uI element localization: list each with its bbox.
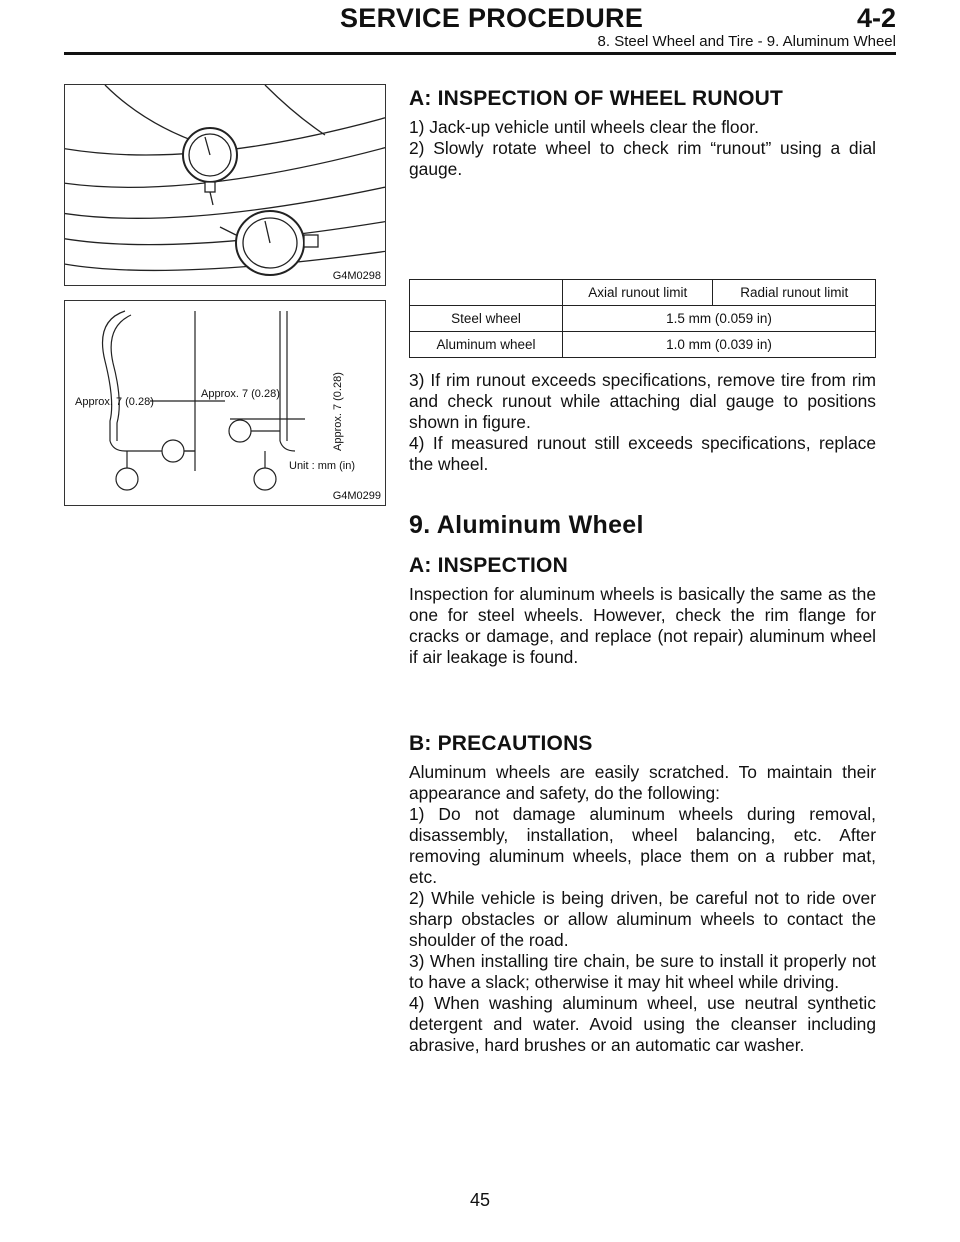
precaution-3: 3) When installing tire chain, be sure to install it properly not to have a slack; otherwise it may hit wheel while driving. [409,951,876,992]
page-number: 45 [469,1190,491,1210]
step-3: 3) If rim runout exceeds specifications, remove tire from rim and check runout while attaching dial gauge to positions shown in figure. [409,370,876,432]
section-wheel-runout [409,87,876,180]
label-unit: Unit : mm (in) [289,460,355,472]
precaution-2: 2) While vehicle is being driven, be careful not to ride over sharp obstacles or allow aluminum wheels to contact the shoulder of the road. [409,888,876,950]
table-header-cell [410,280,563,306]
section-code: 4-2 [856,3,896,33]
page-header-subtitle: 8. Steel Wheel and Tire - 9. Aluminum Wheel [597,33,896,50]
table-row [410,332,876,358]
section-aluminum-wheel [409,511,876,668]
table-header-cell: Radial runout limit [713,280,876,306]
label-approx-middle: Approx. 7 (0.28) [201,388,280,400]
precaution-1: 1) Do not damage aluminum wheels during removal, disassembly, installation, wheel balancing, etc. After removing aluminum wheels, place them on a rubber mat, etc. [409,804,876,887]
precaution-4: 4) When washing aluminum wheel, use neutral synthetic detergent and water. Avoid using the cleanser including abrasive, hard brushes or an automatic car washer. [409,993,876,1055]
figure-id: G4M0298 [332,270,381,282]
table-header-cell: Axial runout limit [563,280,713,306]
runout-spec-table-wrap [409,279,876,358]
table-cell-label: Steel wheel [410,306,563,332]
table-cell-label: Aluminum wheel [410,332,563,358]
label-approx-left: Approx. 7 (0.28) [75,396,154,408]
figure-gauge-positions [64,300,386,506]
heading-precautions: B: PRECAUTIONS [409,732,593,755]
step-2: 2) Slowly rotate wheel to check rim “runout” using a dial gauge. [409,138,876,179]
heading-inspection-runout: A: INSPECTION OF WHEEL RUNOUT [409,87,784,110]
table-cell-value: 1.5 mm (0.059 in) [563,306,876,332]
section-title: 9. Aluminum Wheel [409,511,644,539]
page-header-title: SERVICE PROCEDURE [340,3,644,33]
inspection-text: Inspection for aluminum wheels is basically the same as the one for steel wheels. However, check the rim flange for cracks or damage, and replace (not repair) aluminum wheel if air leakage is found. [409,584,876,667]
figure-id: G4M0299 [332,490,381,502]
table-cell-value: 1.0 mm (0.039 in) [563,332,876,358]
section-runout-continued [409,370,876,475]
precautions-intro: Aluminum wheels are easily scratched. To maintain their appearance and safety, do the following: [409,762,876,803]
heading-inspection: A: INSPECTION [409,554,568,577]
dial-gauge-illustration [65,85,385,285]
gauge-positions-diagram [65,301,385,505]
table-row [410,306,876,332]
header-rule [64,52,896,55]
table-header-row [410,280,876,306]
figure-wheel-runout-gauge [64,84,386,286]
step-1: 1) Jack-up vehicle until wheels clear the floor. [409,117,759,137]
section-precautions [409,732,876,1056]
runout-spec-table [409,279,876,358]
label-approx-vertical: Approx. 7 (0.28) [332,372,344,451]
step-4: 4) If measured runout still exceeds specifications, replace the wheel. [409,433,876,474]
